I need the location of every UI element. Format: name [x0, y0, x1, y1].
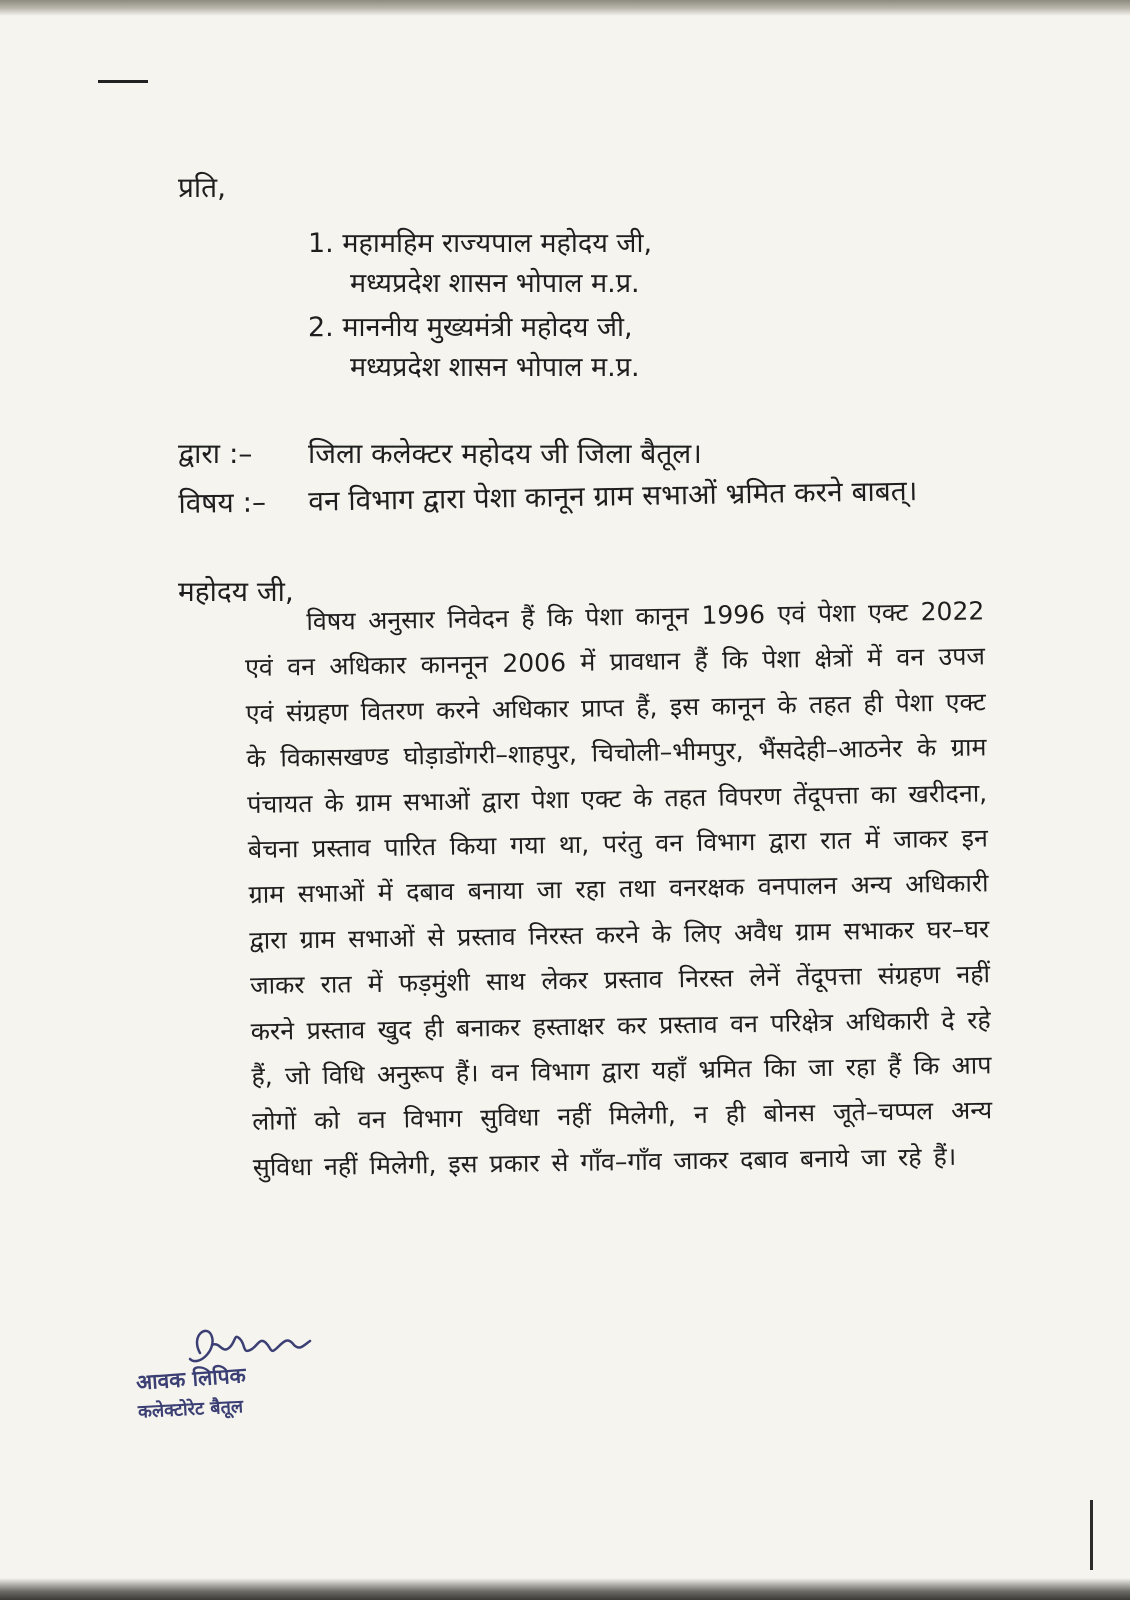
addressee-2-title: 2. माननीय मुख्यमंत्री महोदय जी,: [308, 312, 633, 343]
corner-dash-mark: [98, 80, 148, 83]
scan-top-edge: [0, 0, 1130, 16]
stamp-line-2: कलेक्टोरेट बैतूल: [137, 1396, 244, 1423]
to-label: प्रति,: [178, 171, 227, 204]
addressee-1-office: मध्यप्रदेश शासन भोपाल म.प्र.: [350, 268, 640, 299]
subject-label: विषय :–: [178, 485, 267, 520]
addressee-1: [308, 224, 652, 304]
addressee-2: [308, 308, 640, 388]
subject-value: वन विभाग द्वारा पेशा कानून ग्राम सभाओं भ्रमित करने बाबत्।: [308, 474, 918, 518]
addressee-1-title: 1. महामहिम राज्यपाल महोदय जी,: [308, 228, 653, 259]
margin-mark: [1090, 1500, 1093, 1570]
stamp-line-1: आवक लिपिक: [135, 1363, 247, 1395]
through-value: जिला कलेक्टर महोदय जी जिला बैतूल।: [308, 437, 702, 470]
receipt-stamp: [130, 1315, 370, 1425]
letter-body: विषय अनुसार निवेदन हैं कि पेशा कानून 1996 एवं पेशा एक्ट 2022 एवं वन अधिकार काननून 2006 में प्रावधान हैं कि पेशा क्षेत्रों में वन उपज एवं संग्रहण वितरण करने अधिकार प्राप्त हैं, इस कानून के तहत ही पेशा एक्ट के विकासखण्ड घोड़ाडोंगरी–शाहपुर, चिचोली–भीमपुर, भैंसदेही–आठनेर के ग्राम पंचायत के ग्राम सभाओं द्वारा पेशा एक्ट के तहत विपरण तेंदूपत्ता का खरीदना, बेचना प्रस्ताव पारित किया गया था, परंतु वन विभाग द्वारा रात में जाकर इन ग्राम सभाओं में दबाव बनाया जा रहा तथा वनरक्षक वनपालन अन्य अधिकारी द्वारा ग्राम सभाओं से प्रस्ताव निरस्त करने के लिए अवैध ग्राम सभाकर घर–घर जाकर रात में फड़मुंशी साथ लेकर प्रस्ताव निरस्त लेनें तेंदूपत्ता संग्रहण नहीं करने प्रस्ताव खुद ही बनाकर हस्ताक्षर कर प्रस्ताव वन परिक्षेत्र अधिकारी दे रहे हैं, जो विधि अनुरूप हैं। वन विभाग द्वारा यहाँ भ्रमित किा जा रहा हैं कि आप लोगों को वन विभाग सुविधा नहीं मिलेगी, न ही बोनस जूते–चप्पल अन्य सुविधा नहीं मिलेगी, इस प्रकार से गाँव–गाँव जाकर दबाव बनाये जा रहे हैं।: [244, 596, 993, 1182]
through-label: द्वारा :–: [178, 437, 253, 470]
scan-bottom-edge: [0, 1578, 1130, 1600]
addressee-2-office: मध्यप्रदेश शासन भोपाल म.प्र.: [350, 352, 640, 383]
greeting: महोदय जी,: [178, 575, 294, 608]
